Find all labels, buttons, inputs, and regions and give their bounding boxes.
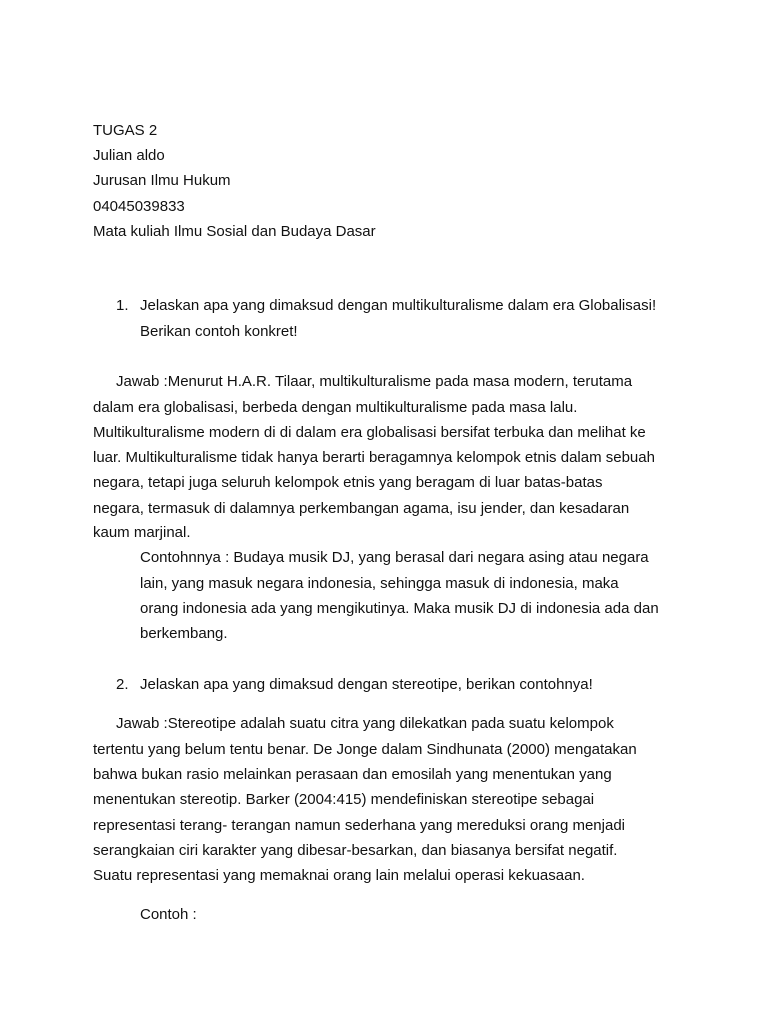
question-2-number: 2.	[116, 676, 129, 693]
assignment-title: TUGAS 2	[93, 122, 158, 139]
answer-2-line: Suatu representasi yang memaknai orang lain melalui operasi kekuasaan.	[93, 867, 585, 884]
answer-1-example-line: Contohnnya : Budaya musik DJ, yang berasal dari negara asing atau negara	[140, 549, 649, 566]
answer-1-example-line: berkembang.	[140, 625, 228, 642]
answer-2-line: tertentu yang belum tentu benar. De Jonge dalam Sindhunata (2000) mengatakan	[93, 741, 637, 758]
question-1-line-1: Jelaskan apa yang dimaksud dengan multikulturalisme dalam era Globalisasi!	[140, 297, 657, 314]
answer-1-line: Jawab :Menurut H.A.R. Tilaar, multikulturalisme pada masa modern, terutama	[116, 373, 633, 390]
answer-1-line: luar. Multikulturalisme tidak hanya berarti beragamnya kelompok etnis dalam sebuah	[93, 449, 655, 466]
answer-2-line: Jawab :Stereotipe adalah suatu citra yang dilekatkan pada suatu kelompok	[116, 715, 614, 732]
question-1-number: 1.	[116, 297, 129, 314]
answer-1-line: Multikulturalisme modern di di dalam era globalisasi bersifat terbuka dan melihat ke	[93, 424, 646, 441]
answer-2-line: menentukan stereotip. Barker (2004:415) mendefiniskan stereotipe sebagai	[93, 791, 595, 808]
answer-1-example-line: lain, yang masuk negara indonesia, sehingga masuk di indonesia, maka	[140, 575, 619, 592]
department: Jurusan Ilmu Hukum	[93, 172, 231, 189]
question-1-line-2: Berikan contoh konkret!	[140, 323, 298, 340]
answer-1-line: dalam era globalisasi, berbeda dengan multikulturalisme pada masa lalu.	[93, 399, 578, 416]
answer-2-line: representasi terang- terangan namun sederhana yang mereduksi orang menjadi	[93, 817, 625, 834]
answer-2-line: serangkaian ciri karakter yang dibesar-besarkan, dan biasanya bersifat negatif.	[93, 842, 618, 859]
answer-1-line: negara, tetapi juga seluruh kelompok etnis yang beragam di luar batas-batas	[93, 474, 603, 491]
course-name: Mata kuliah Ilmu Sosial dan Budaya Dasar	[93, 223, 376, 240]
answer-2-line: bahwa bukan rasio melainkan perasaan dan emosilah yang menentukan yang	[93, 766, 612, 783]
answer-1-line: negara, termasuk di dalamnya perkembangan agama, isu jender, dan kesadaran	[93, 500, 630, 517]
question-2-line-1: Jelaskan apa yang dimaksud dengan stereotipe, berikan contohnya!	[140, 676, 593, 693]
student-id: 04045039833	[93, 198, 185, 215]
answer-1-line: kaum marjinal.	[93, 524, 191, 541]
answer-1-example-line: orang indonesia ada yang mengikutinya. Maka musik DJ di indonesia ada dan	[140, 600, 659, 617]
answer-2-example-label: Contoh :	[140, 906, 197, 923]
student-name: Julian aldo	[93, 147, 165, 164]
